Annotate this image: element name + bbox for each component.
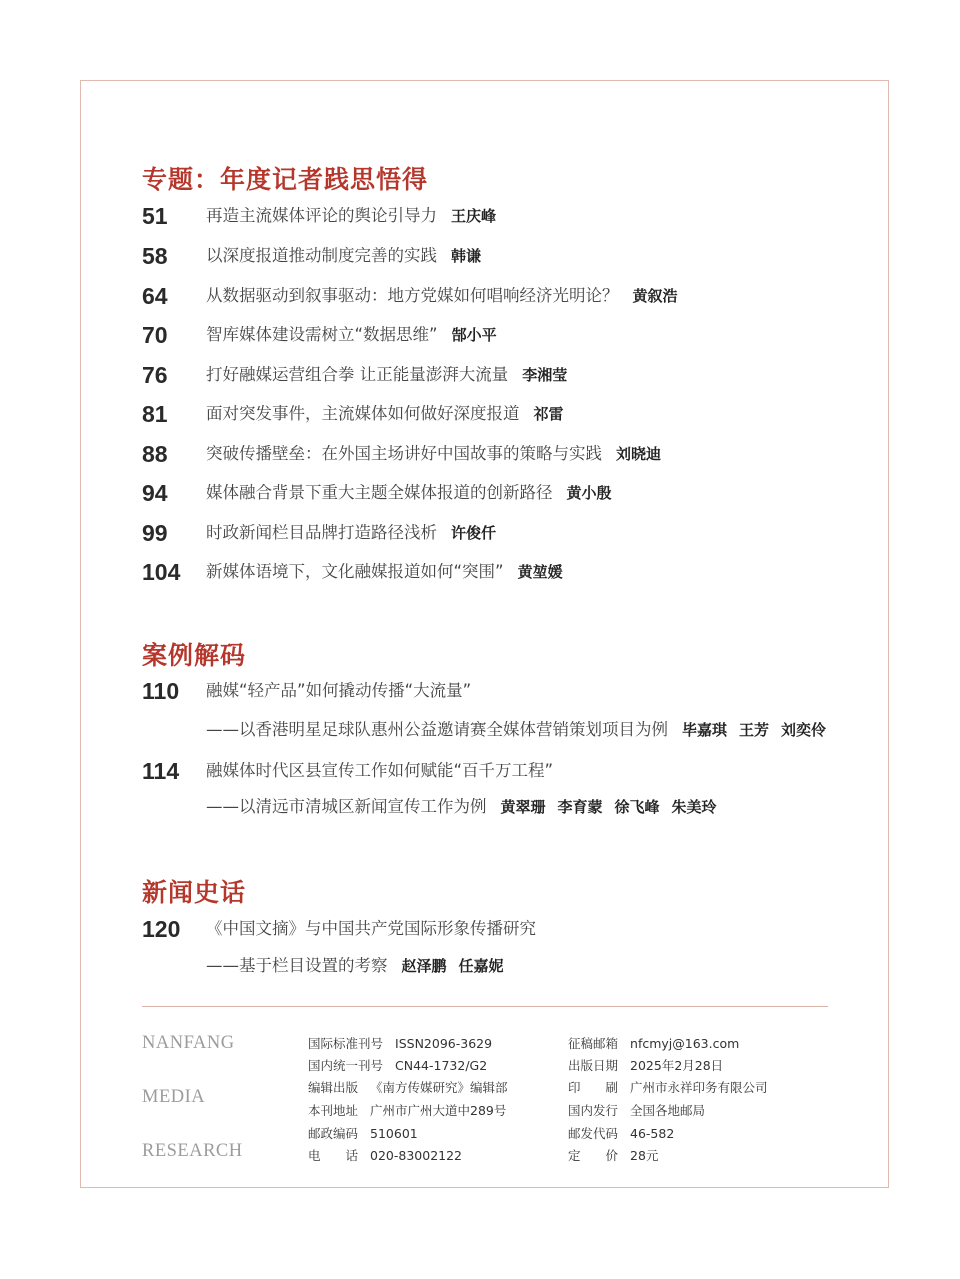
entry-author: 黄叙浩 <box>632 287 678 305</box>
page-number: 88 <box>142 441 168 467</box>
page-number: 104 <box>142 559 181 585</box>
info-phone: 电 话 020-83002122 <box>308 1148 463 1163</box>
entry-author: 郜小平 <box>451 326 497 344</box>
entry-author: 刘晓迪 <box>616 445 662 463</box>
info-postcode: 邮政编码 510601 <box>308 1126 418 1141</box>
info-address: 本刊地址 广州市广州大道中289号 <box>308 1103 507 1118</box>
entry-subtitle: ——基于栏目设置的考察 <box>206 956 388 975</box>
entry-subtitle: ——以清远市清城区新闻宣传工作为例 <box>206 797 487 816</box>
info-distribution: 国内发行 全国各地邮局 <box>568 1103 706 1118</box>
section-title-special-topic: 专题：年度记者践思悟得 <box>142 165 429 194</box>
entry-title: 从数据驱动到叙事驱动：地方党媒如何唱响经济光明论？ <box>206 286 619 305</box>
entry-title: 《中国文摘》与中国共产党国际形象传播研究 <box>206 919 536 938</box>
entry-author: 任嘉妮 <box>458 957 504 975</box>
entry-title: 以深度报道推动制度完善的实践 <box>206 246 437 265</box>
entry-title: 时政新闻栏目品牌打造路径浅析 <box>206 523 437 542</box>
entry-author: 黄翠珊 <box>500 798 546 816</box>
entry-author: 王庆峰 <box>451 207 497 225</box>
info-cn: 国内统一刊号 CN44-1732/G2 <box>308 1058 488 1073</box>
page-number: 70 <box>142 322 168 348</box>
entry-author: 黄堃媛 <box>517 563 563 581</box>
page-number: 81 <box>142 401 168 427</box>
entry-author: 祁雷 <box>533 405 564 423</box>
entry-title: 融媒体时代区县宣传工作如何赋能“百千万工程” <box>206 761 554 780</box>
info-publisher: 编辑出版 《南方传媒研究》编辑部 <box>308 1080 508 1095</box>
entry-author: 黄小殷 <box>566 484 612 502</box>
entry-title: 再造主流媒体评论的舆论引导力 <box>206 206 437 225</box>
entry-author: 刘奕伶 <box>781 721 827 739</box>
info-email: 征稿邮箱 nfcmyj@163.com <box>568 1036 740 1051</box>
entry-subtitle-line <box>206 716 826 744</box>
info-printer: 印 刷 广州市永祥印务有限公司 <box>568 1080 768 1095</box>
info-price: 定 价 28元 <box>568 1148 659 1163</box>
entry-author: 李湘莹 <box>522 366 568 384</box>
section-title-case-decoding: 案例解码 <box>142 641 247 670</box>
page-number: 120 <box>142 916 181 942</box>
masthead-research: RESEARCH <box>142 1141 243 1161</box>
page-frame <box>80 80 889 1188</box>
entry-subtitle-line <box>206 793 717 821</box>
section-title-news-history: 新闻史话 <box>142 878 247 907</box>
entry-title: 突破传播壁垒：在外国主场讲好中国故事的策略与实践 <box>206 444 602 463</box>
page-number: 110 <box>142 678 180 704</box>
info-postal-code: 邮发代码 46-582 <box>568 1126 675 1141</box>
entry-title: 融媒“轻产品”如何撬动传播“大流量” <box>206 681 472 700</box>
page-number: 51 <box>142 203 168 229</box>
page-number: 94 <box>142 480 168 506</box>
page-number: 99 <box>142 520 168 546</box>
entry-title: 面对突发事件，主流媒体如何做好深度报道 <box>206 404 520 423</box>
page-number: 58 <box>142 243 168 269</box>
entry-title: 媒体融合背景下重大主题全媒体报道的创新路径 <box>206 483 553 502</box>
entry-author: 王芳 <box>739 721 770 739</box>
entry-author: 李育蒙 <box>557 798 603 816</box>
page-number: 64 <box>142 283 168 309</box>
masthead-media: MEDIA <box>142 1087 206 1107</box>
info-issn: 国际标准刊号 ISSN2096-3629 <box>308 1036 493 1051</box>
entry-subtitle-line <box>206 952 504 980</box>
entry-subtitle: ——以香港明星足球队惠州公益邀请赛全媒体营销策划项目为例 <box>206 720 668 739</box>
page-number: 114 <box>142 758 180 784</box>
entry-author: 朱美玲 <box>671 798 717 816</box>
entry-author: 赵泽鹏 <box>401 957 447 975</box>
divider-line <box>142 1006 828 1007</box>
masthead-nanfang: NANFANG <box>142 1033 235 1053</box>
page-number: 76 <box>142 362 168 388</box>
info-date: 出版日期 2025年2月28日 <box>568 1058 724 1073</box>
entry-author: 徐飞峰 <box>614 798 660 816</box>
entry-author: 韩谦 <box>451 247 482 265</box>
entry-author: 许俊仟 <box>451 524 497 542</box>
entry-author: 毕嘉琪 <box>682 721 728 739</box>
entry-title: 智库媒体建设需树立“数据思维” <box>206 325 438 344</box>
entry-title: 打好融媒运营组合拳 让正能量澎湃大流量 <box>206 365 509 384</box>
entry-title: 新媒体语境下，文化融媒报道如何“突围” <box>206 562 504 581</box>
